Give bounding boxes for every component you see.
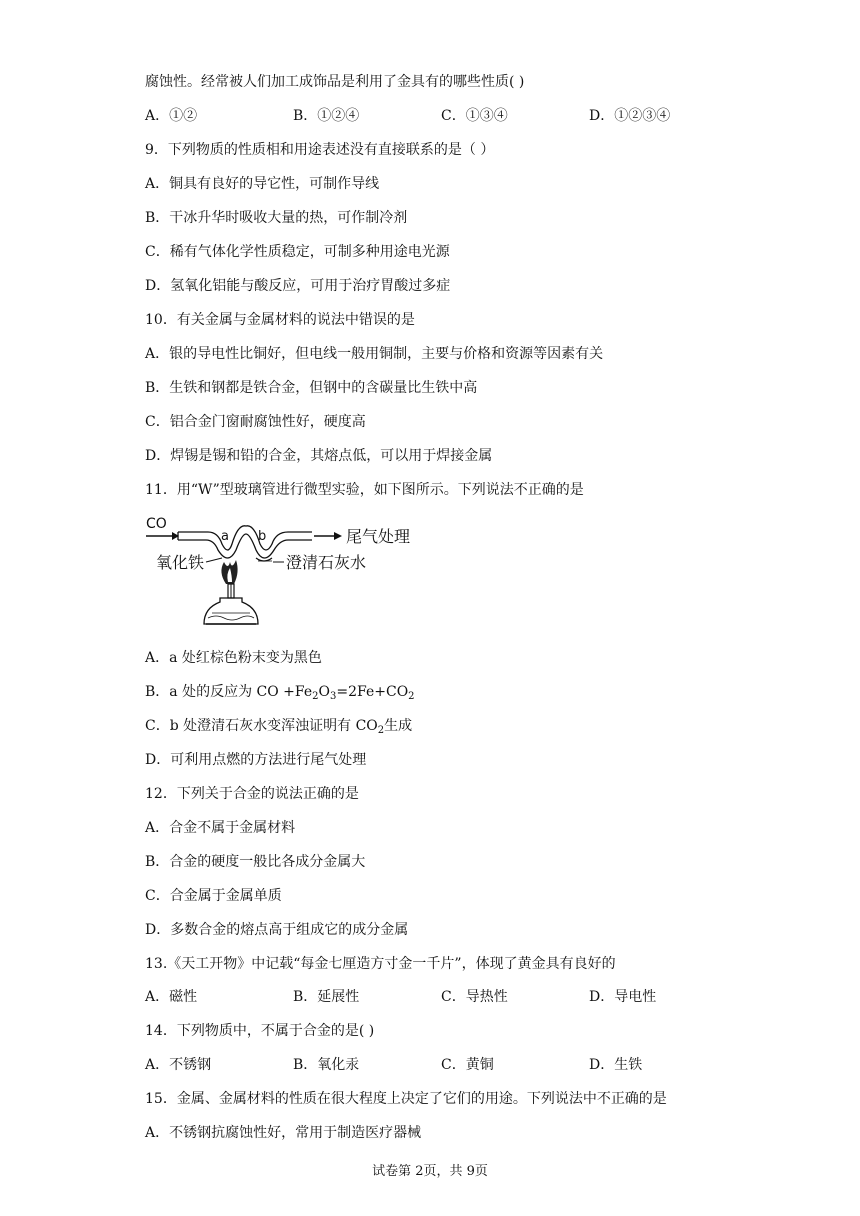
- exhaust-arrowhead: [334, 532, 342, 540]
- q14-option-b: B．氧化汞: [293, 1057, 360, 1073]
- q9-option-b: B．干冰升华时吸收大量的热，可作制冷剂: [145, 210, 408, 226]
- q13-option-b: B．延展性: [293, 989, 360, 1005]
- limewater-label: 澄清石灰水: [286, 553, 367, 572]
- q12-option-c: C．合金属于金属单质: [145, 888, 282, 904]
- q11-option-d: D．可利用点燃的方法进行尾气处理: [145, 752, 367, 768]
- q11-stem: 11．用“W”型玻璃管进行微型实验，如下图所示。下列说法不正确的是: [145, 482, 584, 498]
- q14-option-d: D．生铁: [589, 1057, 643, 1073]
- iron-oxide-label: 氧化铁: [156, 553, 205, 572]
- q11-option-b: B．a 处的反应为 CO $+Fe_2O_3=2Fe+CO_2$: [145, 684, 415, 702]
- w-tube-outer: [178, 526, 312, 550]
- q9-option-c: C．稀有气体化学性质稳定，可制多种用途电光源: [145, 244, 450, 260]
- q13-option-d: D．导电性: [589, 989, 657, 1005]
- q10-option-d: D．焊锡是锡和铅的合金，其熔点低，可以用于焊接金属: [145, 448, 493, 464]
- q15-option-a: A．不锈钢抗腐蚀性好，常用于制造医疗器械: [145, 1125, 422, 1141]
- q9-option-d: D．氢氧化铝能与酸反应，可用于治疗胃酸过多症: [145, 278, 451, 294]
- q14-stem: 14．下列物质中，不属于合金的是( ): [145, 1023, 375, 1039]
- label-b: b: [258, 529, 267, 544]
- q13-option-a: A．磁性: [145, 989, 198, 1005]
- label-a: a: [221, 529, 229, 544]
- q12-option-d: D．多数合金的熔点高于组成它的成分金属: [145, 922, 409, 938]
- q9-option-a: A．铜具有良好的导它性，可制作导线: [145, 176, 380, 192]
- q15-stem: 15．金属、金属材料的性质在很大程度上决定了它们的用途。下列说法中不正确的是: [145, 1091, 667, 1107]
- q8-option-d: D．①②③④: [589, 108, 671, 124]
- q13-stem: 13.《天工开物》中记载“每金七厘造方寸金一千片”，体现了黄金具有良好的: [145, 956, 616, 972]
- q12-stem: 12．下列关于合金的说法正确的是: [145, 786, 359, 802]
- q11-option-a: A．a 处红棕色粉末变为黑色: [145, 650, 322, 666]
- q14-option-a: A．不锈钢: [145, 1057, 212, 1073]
- q12-option-a: A．合金不属于金属材料: [145, 820, 296, 836]
- q8-options: [145, 107, 745, 125]
- q8-option-a: A．①②: [145, 108, 198, 124]
- q10-option-a: A．银的导电性比铜好，但电线一般用铜制，主要与价格和资源等因素有关: [145, 346, 604, 362]
- q12-option-b: B．合金的硬度一般比各成分金属大: [145, 854, 366, 870]
- page-footer: 试卷第 2页，共 9页: [372, 1164, 488, 1179]
- q13-options: [145, 988, 745, 1006]
- q13-option-c: C．导热性: [441, 989, 508, 1005]
- q8-option-b: B．①②④: [293, 108, 360, 124]
- q14-options: [145, 1056, 745, 1074]
- q10-stem: 10．有关金属与金属材料的说法中错误的是: [145, 312, 415, 328]
- q8-option-c: C．①③④: [441, 108, 508, 124]
- q10-option-c: C．铝合金门窗耐腐蚀性好，硬度高: [145, 414, 366, 430]
- q8-continuation: 腐蚀性。经常被人们加工成饰品是利用了金具有的哪些性质( ): [145, 74, 525, 90]
- co-label: CO: [146, 516, 167, 532]
- q11-option-c: C．b 处澄清石灰水变浑浊证明有 $CO_2$生成: [145, 718, 413, 736]
- q9-stem: 9．下列物质的性质相和用途表述没有直接联系的是（ ）: [145, 142, 495, 158]
- q10-option-b: B．生铁和钢都是铁合金，但钢中的含碳量比生铁中高: [145, 380, 478, 396]
- q14-option-c: C．黄铜: [441, 1057, 494, 1073]
- exhaust-label: 尾气处理: [346, 527, 411, 546]
- w-tube-apparatus-diagram: [142, 512, 422, 634]
